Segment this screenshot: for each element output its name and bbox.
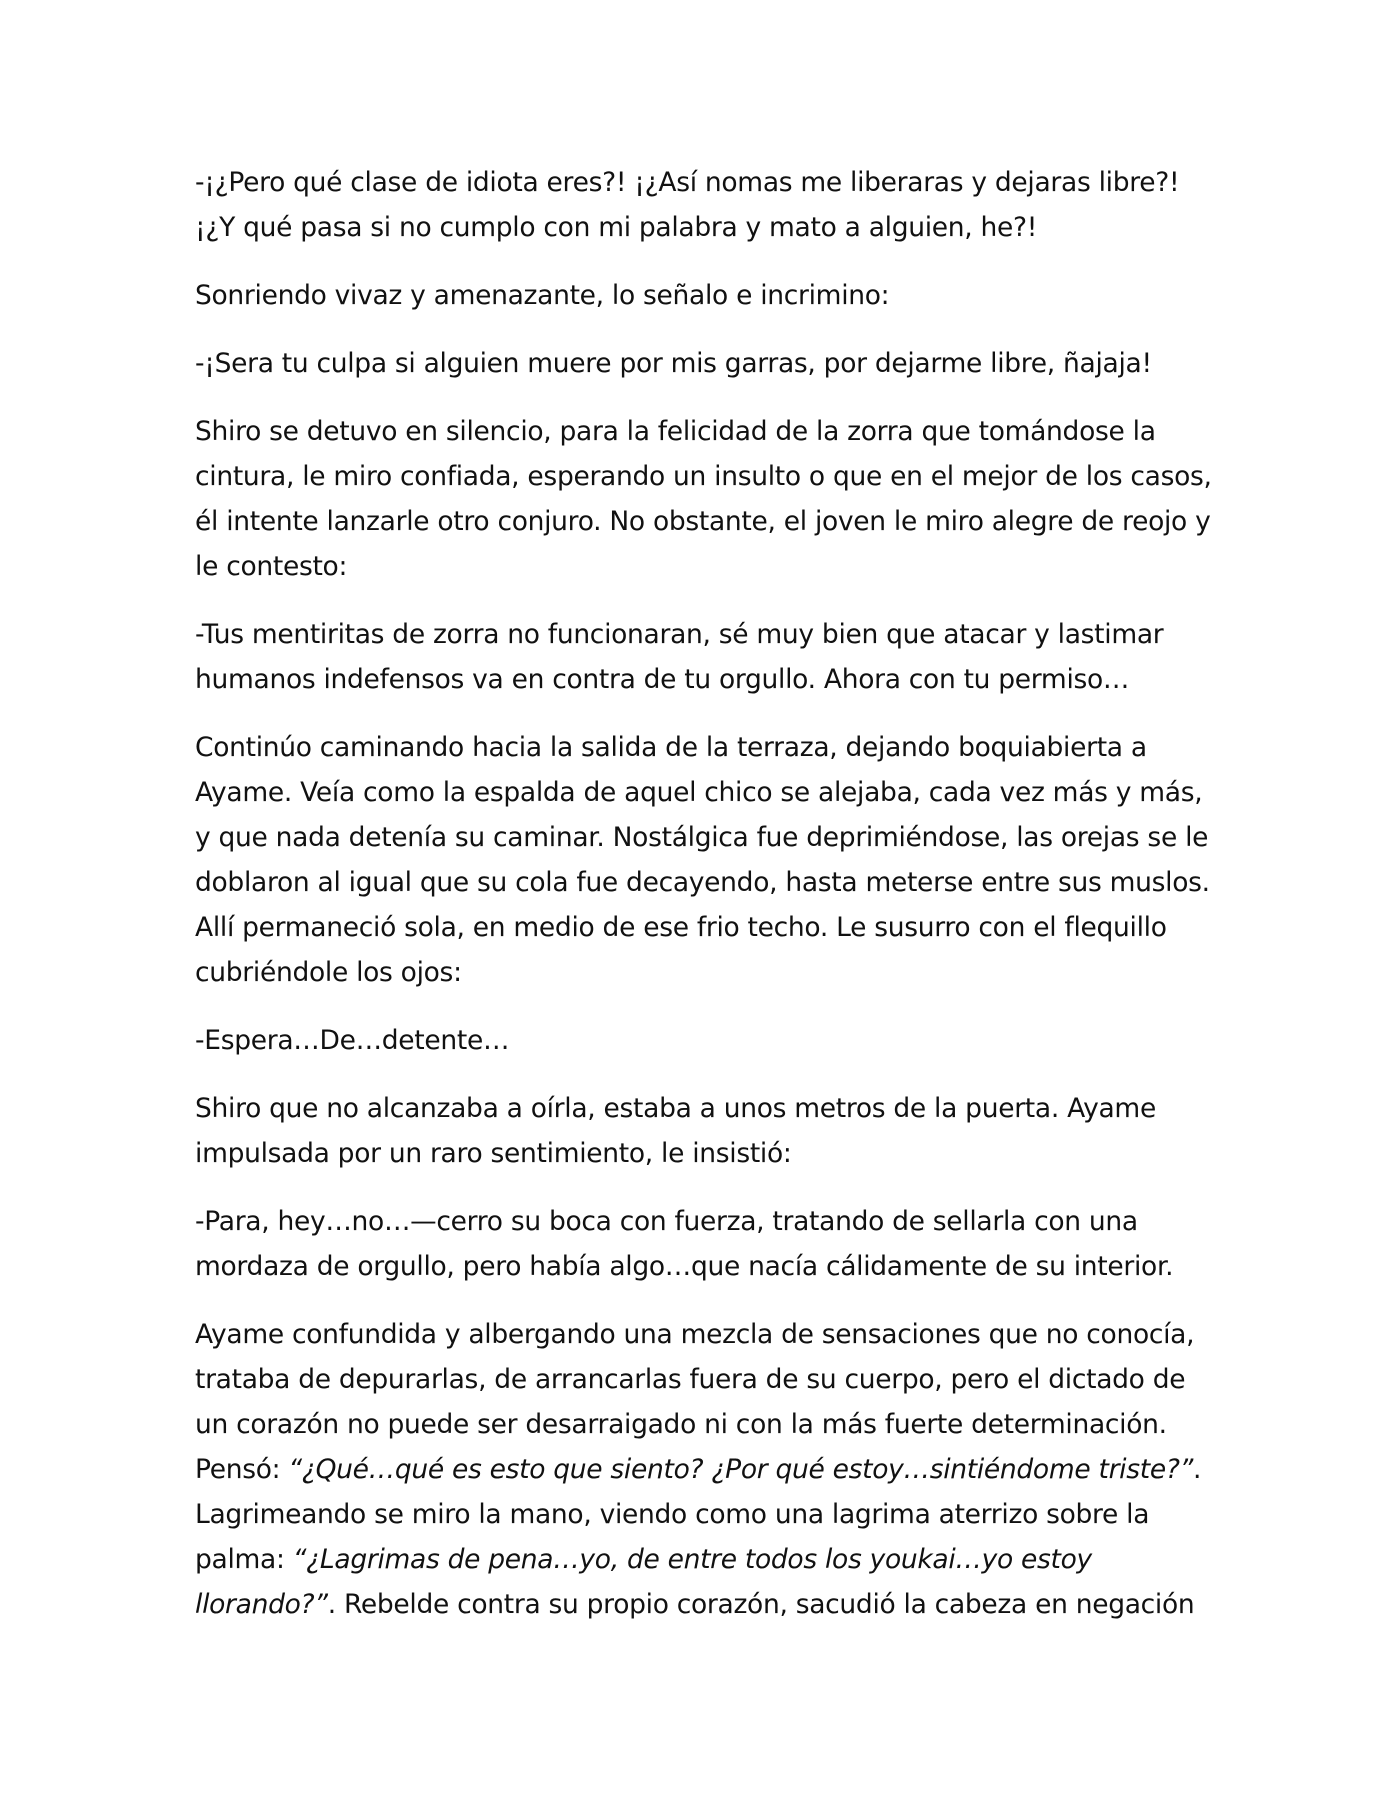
paragraph-8: Shiro que no alcanzaba a oírla, estaba a unos metros de la puerta. Ayame impulsada por un raro sentimiento, le insistió:: [195, 1093, 1156, 1169]
paragraph-10-text-2: . Lagrimeando se miro la mano, viendo como una lagrima aterrizo sobre la palma:: [195, 1454, 1202, 1575]
paragraph-4: Shiro se detuvo en silencio, para la felicidad de la zorra que tomándose la cintura, le miro confiada, esperando un insulto o que en el mejor de los casos, él intente lanzarle otro conjuro. No obstante, el joven le miro alegre de reojo y le contesto:: [195, 416, 1212, 582]
inner-thought-2: “¿Lagrimas de pena…yo, de entre todos los youkai…yo estoy llorando?”: [195, 1544, 1092, 1620]
paragraph-9: -Para, hey…no…—cerro su boca con fuerza, tratando de sellarla con una mordaza de orgullo, pero había algo…que nacía cálidamente de su interior.: [195, 1206, 1174, 1282]
paragraph-10-text-3: . Rebelde contra su propio corazón, sacudió la cabeza en negación: [327, 1589, 1195, 1620]
inner-thought-1: “¿Qué…qué es esto que siento? ¿Por qué estoy…sintiéndome triste?”: [288, 1454, 1194, 1485]
paragraph-2: Sonriendo vivaz y amenazante, lo señalo e incrimino:: [195, 280, 890, 311]
paragraph-3: -¡Sera tu culpa si alguien muere por mis garras, por dejarme libre, ñajaja!: [195, 348, 1152, 379]
paragraph-1-line-1: -¡¿Pero qué clase de idiota eres?! ¡¿Así nomas me liberaras y dejaras libre?!: [195, 167, 1180, 198]
paragraph-7: -Espera…De…detente…: [195, 1025, 510, 1056]
paragraph-1: [195, 160, 1215, 250]
paragraph-5: -Tus mentiritas de zorra no funcionaran, sé muy bien que atacar y lastimar humanos indefensos va en contra de tu orgullo. Ahora con tu permiso…: [195, 619, 1164, 695]
paragraph-10: [195, 1312, 1215, 1627]
paragraph-1-line-2: ¡¿Y qué pasa si no cumplo con mi palabra y mato a alguien, he?!: [195, 212, 1038, 243]
document-body: [195, 160, 1215, 1627]
paragraph-10-text-1: Ayame confundida y albergando una mezcla de sensaciones que no conocía, trataba de depurarlas, de arrancarlas fuera de su cuerpo, pero el dictado de un corazón no puede ser desarraigado ni con la más fuerte determinación. Pensó:: [195, 1319, 1195, 1485]
paragraph-6: Continúo caminando hacia la salida de la terraza, dejando boquiabierta a Ayame. Veía como la espalda de aquel chico se alejaba, cada vez más y más, y que nada detenía su caminar. Nostálgica fue deprimiéndose, las orejas se le doblaron al igual que su cola fue decayendo, hasta meterse entre sus muslos. Allí permaneció sola, en medio de ese frio techo. Le susurro con el flequillo cubriéndole los ojos:: [195, 732, 1210, 988]
